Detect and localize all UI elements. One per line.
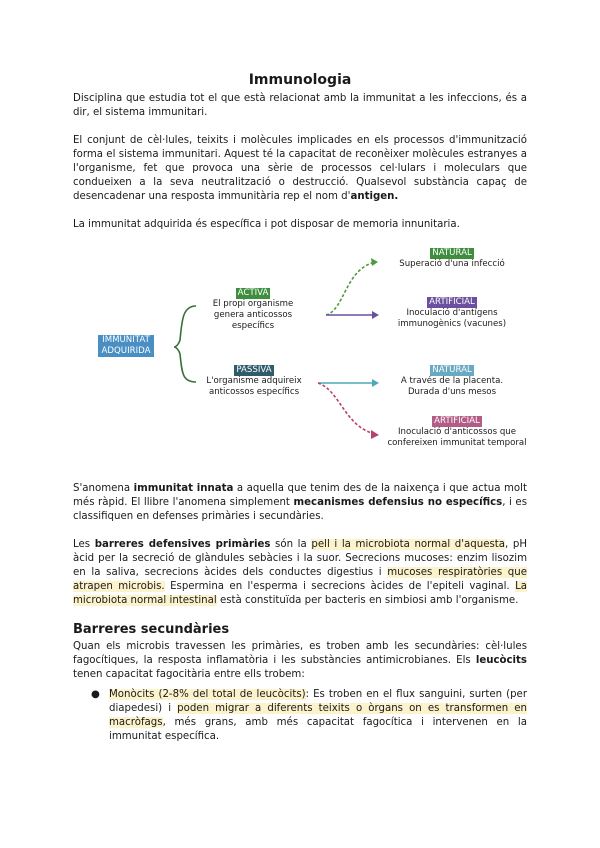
text-run: Les: [73, 539, 95, 550]
passiva-natural-desc: A través de la placenta. Durada d'uns mesos: [400, 376, 504, 397]
list-item: [73, 688, 527, 744]
arrow-activa-natural: [326, 262, 376, 315]
acquired-immunity-paragraph: La immunitat adquirida és específica i pot disposar de memoria innunitaria.: [73, 219, 460, 230]
secondary-barriers-paragraph: [73, 640, 527, 682]
activa-natural-tag: NATURAL: [432, 248, 472, 258]
text-run: , i es classifiquen en defenses primàries i secundàries.: [73, 497, 528, 522]
passiva-artificial-tag: ARTIFICIAL: [434, 416, 480, 426]
highlight-macrofags: poden migrar a diferents teixits o òrgans on es transformen en macròfags: [109, 703, 528, 728]
activa-desc: El propi organisme genera anticossos específics: [212, 299, 294, 331]
bullet-icon: ●: [91, 689, 100, 700]
activa-tag: ACTIVA: [237, 288, 269, 298]
activa-natural-node: [384, 248, 520, 270]
primary-barriers-paragraph: [73, 538, 527, 608]
text-run: a aquella que tenim des de la naixença i que actua molt més ràpid. El llibre l'anomena simplement: [73, 483, 527, 508]
nonspecific-term: mecanismes defensius no específics: [293, 497, 503, 508]
activa-natural-desc: Superació d'una infecció: [399, 259, 505, 269]
immune-system-paragraph: [73, 134, 527, 204]
passiva-desc: L'organisme adquireix anticossos específics: [206, 376, 302, 397]
text-run: són la: [270, 539, 312, 550]
root-node: IMMUNITAT ADQUIRIDA: [98, 335, 154, 357]
highlight-mucosa: mucoses respiratòries que atrapen microbis.: [73, 567, 527, 592]
innate-term: immunitat innata: [133, 483, 234, 494]
text-run: , més grans, amb més capacitat fagocítica i intervenen en la immunitat específica.: [109, 717, 527, 742]
text-run: S'anomena: [73, 483, 134, 494]
activa-artificial-desc: Inoculació d'antígens immunogènics (vacunes): [397, 308, 507, 329]
arrowhead-activa-artificial: [372, 311, 379, 319]
passiva-node: [196, 365, 312, 398]
arrowhead-passiva-natural: [372, 379, 379, 387]
arrow-passiva-artificial: [318, 383, 376, 434]
primary-barriers-term: barreres defensives primàries: [94, 539, 271, 550]
intro-paragraph: Disciplina que estudia tot el que està relacionat amb la immunitat a les infeccions, és a dir, el sistema immunitari.: [73, 93, 527, 118]
acquired-immunity-diagram: [0, 240, 600, 470]
text-run: està constituïda per bacteris en simbiosi amb l'organisme.: [216, 595, 519, 606]
text-run: Espermina en l'esperma i secrecions àcides de l'epiteli vaginal.: [164, 581, 516, 592]
passiva-artificial-desc: Inoculació d'anticossos que confereixen immunitat temporal: [387, 427, 527, 448]
passiva-artificial-node: [384, 416, 530, 449]
highlight-microbiota: La microbiota normal intestinal: [73, 581, 527, 606]
leucocyte-list: [73, 688, 527, 744]
innate-immunity-paragraph: [73, 482, 527, 524]
arrowhead-passiva-artificial: [371, 430, 379, 439]
activa-node: [200, 288, 306, 332]
activa-artificial-node: [384, 297, 520, 330]
brace-connector: [174, 306, 196, 382]
antigen-term: antigen.: [350, 191, 399, 202]
monocits-term: Monòcits (2-8% del total de leucòcits): [109, 689, 306, 700]
passiva-tag: PASSIVA: [236, 365, 272, 375]
passiva-natural-node: [384, 365, 520, 398]
arrowhead-activa-natural: [371, 258, 378, 266]
paragraph-text: El conjunt de cèl·lules, teixits i molècules implicades en els processos d'immunització forma el sistema immunitari. Aquest té la capacitat de reconèixer molècules estranyes a l'organisme, fet que provoca una sèrie de processos cel·lulars i moleculars que condueixen a la seva neutralització o destrucció. Qualsevol substància capaç de desencadenar una resposta immunitària rep el nom d': [73, 135, 527, 202]
text-run: , pH àcid per la secreció de glàndules sebàcies i la suor. Secrecions mucoses: enzim lisozim en la saliva, secrecions àcides dels conductes digestius i: [73, 539, 528, 578]
text-run: : Es troben en el flux sanguini, surten (per diapedesi) i: [109, 689, 528, 714]
activa-artificial-tag: ARTIFICIAL: [429, 297, 475, 307]
page-title: Immunologia: [248, 72, 352, 88]
passiva-natural-tag: NATURAL: [432, 365, 472, 375]
list-item-text: [109, 688, 527, 744]
highlight-skin: pell i la microbiota normal d'aquesta: [311, 539, 506, 550]
section-heading-secondary-barriers: Barreres secundàries: [73, 622, 230, 637]
text-run: Quan els microbis travessen les primàries, es troben amb les secundàries: cèl·lules fagocítiques, la resposta inflamatòria i les substàncies antimicrobianes. Els: [73, 641, 527, 666]
text-run: tenen capacitat fagocitària entre ells trobem:: [73, 669, 305, 680]
leucocits-term: leucòcits: [475, 655, 527, 666]
